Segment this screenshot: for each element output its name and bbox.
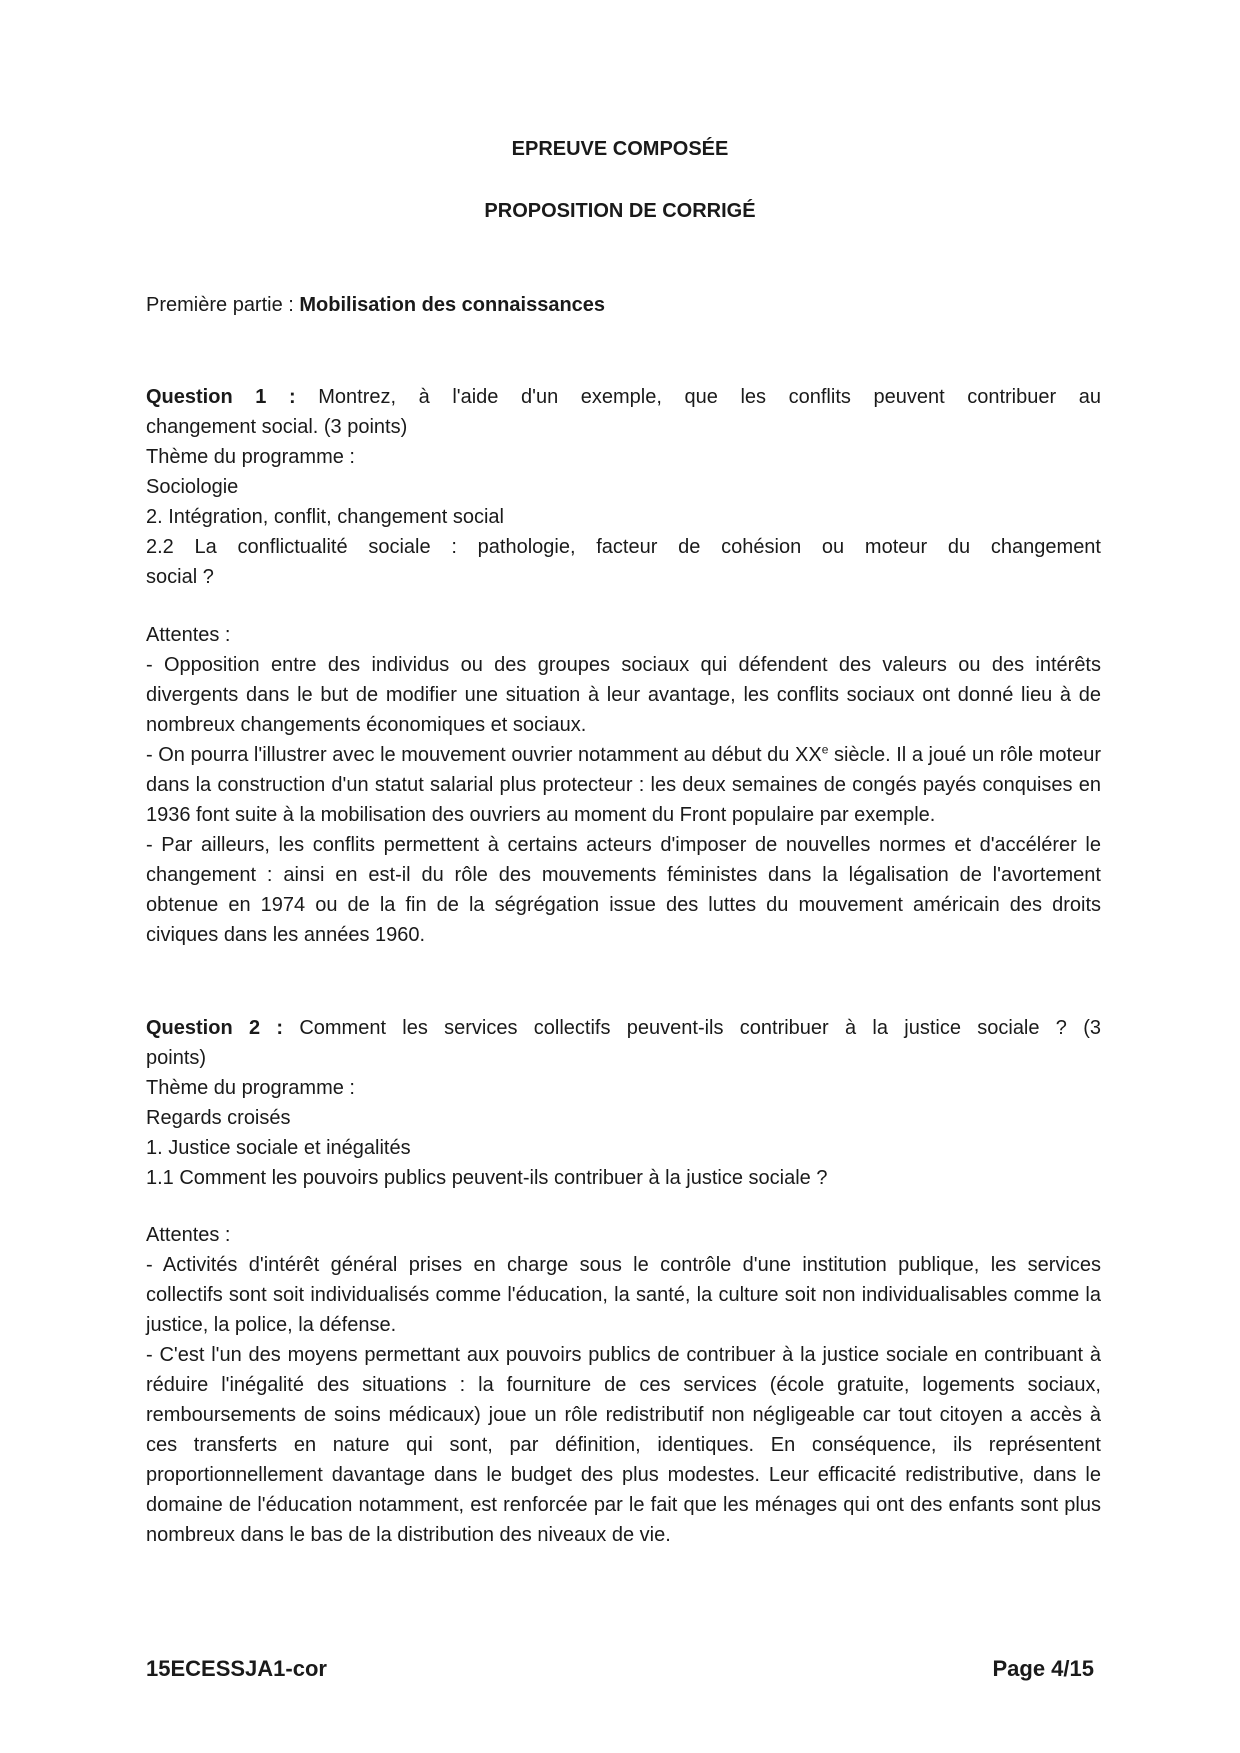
question-2-text: Comment les services collectifs peuvent-ils contribuer à la justice sociale ? (3	[283, 1017, 1101, 1039]
attentes-label: Attentes :	[146, 1224, 231, 1246]
question-1	[146, 382, 1101, 592]
question-1-text-end: changement social. (3 points)	[146, 416, 408, 438]
attentes-paragraph: - C'est l'un des moyens permettant aux pouvoirs publics de contribuer à la justice sociale en contribuant à réduire l'inégalité des situations : la fourniture de ces services (école gratuite, logements sociaux, remboursements de soins médicaux) joue un rôle redistributif non négligeable car tout citoyen a accès à ces transferts en nature qui sont, par définition, identiques. En conséquence, ils représentent proportionnellement davantage dans le budget des plus modestes. Leur efficacité redistributive, dans le domaine de l'éducation notamment, est renforcée par le fait que les ménages qui ont des enfants sont plus nombreux dans le bas de la distribution des niveaux de vie.	[146, 1344, 1101, 1546]
question-1-text: Montrez, à l'aide d'un exemple, que les conflits peuvent contribuer au	[318, 386, 1101, 408]
question-2-theme-line: 1. Justice sociale et inégalités	[146, 1137, 411, 1159]
part-heading	[146, 290, 1101, 320]
question-1-theme-sub-end: social ?	[146, 566, 214, 588]
attentes-paragraph: - Par ailleurs, les conflits permettent à certains acteurs d'imposer de nouvelles normes et d'accélérer le changement : ainsi en est-il du rôle des mouvements féministes dans la légalisation de l'avortement obtenue en 1974 ou de la fin de la ségrégation issue des luttes du mouvement américain des droits civiques dans les années 1960.	[146, 834, 1101, 946]
page-subtitle: PROPOSITION DE CORRIGÉ	[484, 200, 756, 222]
question-2-label: Question 2 :	[146, 1017, 284, 1039]
question-1-attentes	[146, 620, 1101, 950]
attentes-paragraph: - Activités d'intérêt général prises en charge sous le contrôle d'une institution publique, les services collectifs sont soit individualisés comme l'éducation, la santé, la culture soit non individualisables comme la justice, la police, la défense.	[146, 1254, 1101, 1336]
attentes-paragraph: - On pourra l'illustrer avec le mouvement ouvrier notamment au début du XXe siècle. Il a joué un rôle moteur dans la construction d'un statut salarial plus protecteur : les deux semaines de congés payés conquises en 1936 font suite à la mobilisation des ouvriers au moment du Front populaire par exemple.	[146, 742, 1101, 826]
part-title: Mobilisation des connaissances	[299, 294, 606, 316]
question-2-attentes	[146, 1220, 1101, 1550]
question-1-line-1	[146, 382, 1101, 412]
question-2-line-1	[146, 1013, 1101, 1043]
question-2-theme-label: Thème du programme :	[146, 1077, 355, 1099]
question-1-theme-sub: 2.2 La conflictualité sociale : pathologie, facteur de cohésion ou moteur du changement	[146, 536, 1101, 558]
attentes-label: Attentes :	[146, 624, 231, 646]
question-2-text-end: points)	[146, 1047, 207, 1069]
attentes-paragraph: - Opposition entre des individus ou des groupes sociaux qui défendent des valeurs ou des intérêts divergents dans le but de modifier une situation à leur avantage, les conflits sociaux ont donné lieu à de nombreux changements économiques et sociaux.	[146, 654, 1101, 736]
question-2	[146, 1013, 1101, 1193]
question-2-theme-line: 1.1 Comment les pouvoirs publics peuvent-ils contribuer à la justice sociale ?	[146, 1167, 828, 1189]
question-1-theme-label: Thème du programme :	[146, 446, 355, 468]
page-title: EPREUVE COMPOSÉE	[511, 138, 729, 160]
question-2-theme-line: Regards croisés	[146, 1107, 291, 1129]
question-1-label: Question 1 :	[146, 386, 296, 408]
question-1-theme-line: Sociologie	[146, 476, 239, 498]
question-1-theme-line: 2. Intégration, conflit, changement social	[146, 506, 504, 528]
part-label: Première partie :	[146, 294, 300, 316]
footer-code: 15ECESSJA1-cor	[146, 1656, 327, 1681]
footer-page-number: Page 4/15	[992, 1656, 1094, 1681]
